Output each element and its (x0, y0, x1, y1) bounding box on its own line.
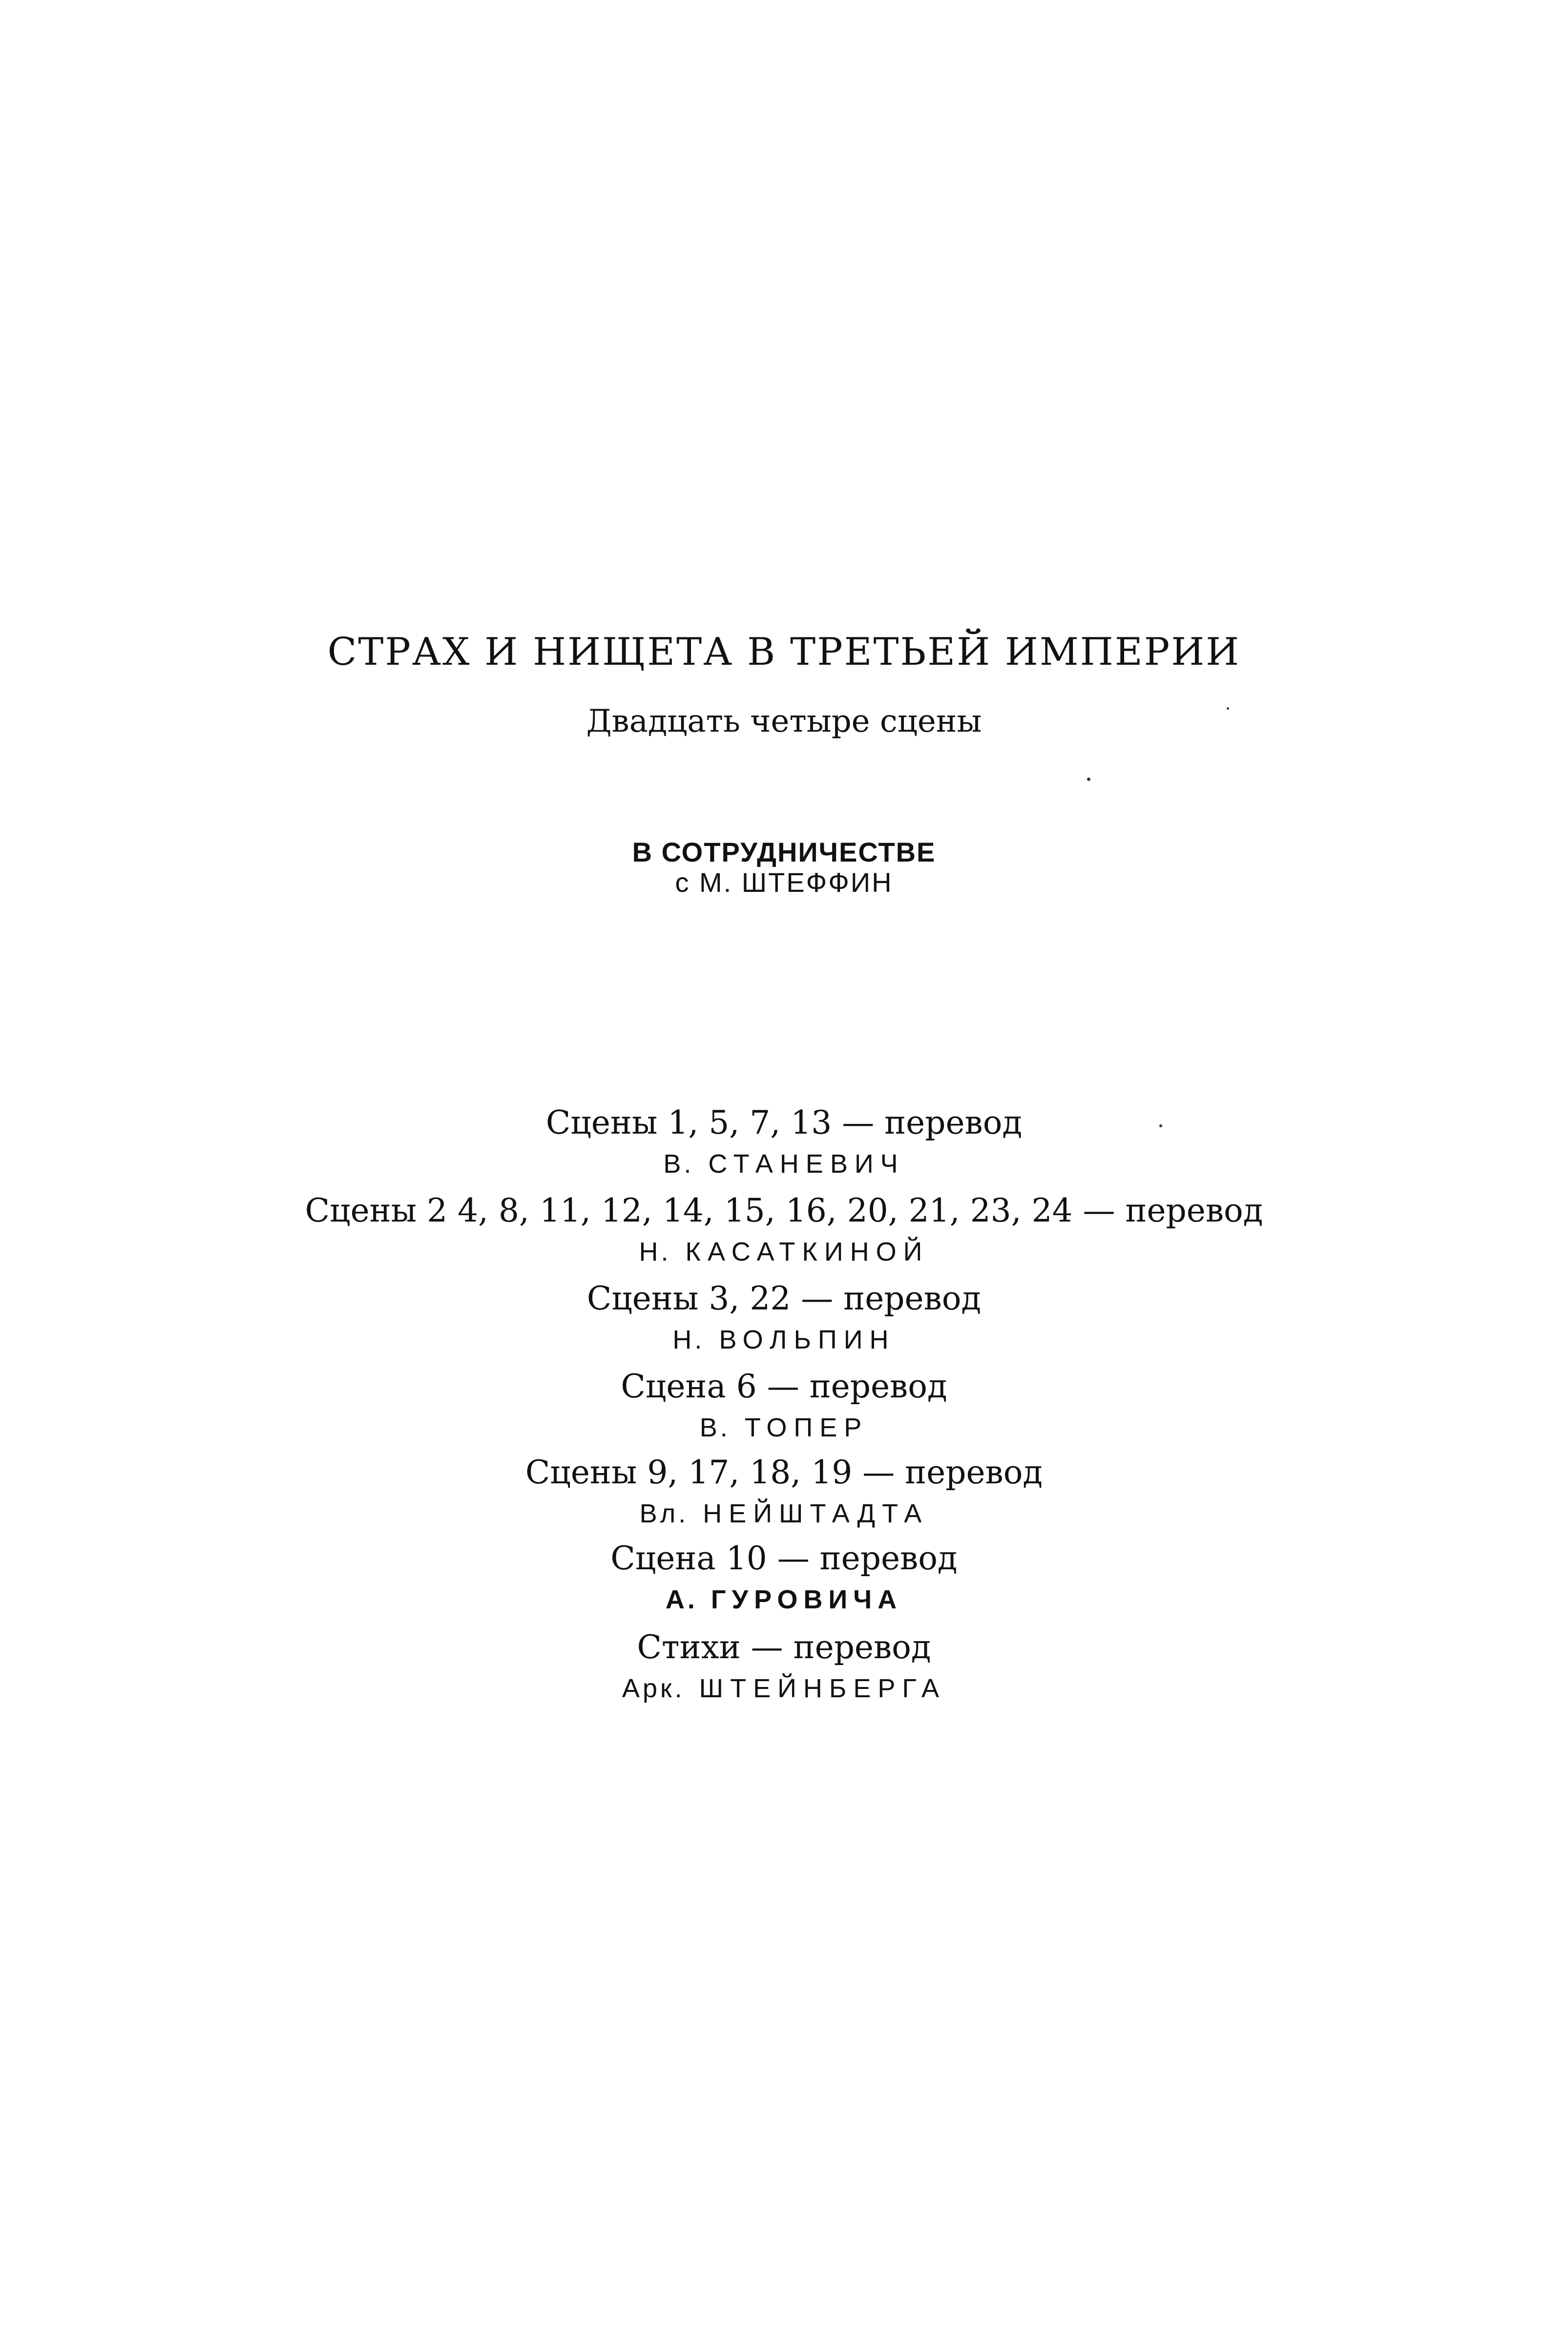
book-subtitle: Двадцать четыре сцены (586, 703, 982, 739)
credit-translator (0, 1237, 1568, 1267)
credit-translator (0, 1498, 1568, 1529)
credit-scenes: Сцены 3, 22 — перевод (586, 1280, 982, 1317)
translator-initial: Вл. (639, 1499, 689, 1528)
credit-scenes: Стихи — перевод (637, 1628, 931, 1666)
translator-initial: Н. (672, 1325, 705, 1354)
translator-surname: ТОПЕР (744, 1413, 869, 1442)
credit-translator (0, 1584, 1568, 1615)
speck-mark (1227, 707, 1229, 710)
book-title: СТРАХ И НИЩЕТА В ТРЕТЬЕЙ ИМПЕРИИ (327, 630, 1241, 674)
credit-translator (0, 1149, 1568, 1179)
translator-surname: КАСАТКИНОЙ (685, 1237, 929, 1266)
credit-scenes: Сцены 9, 17, 18, 19 — перевод (525, 1454, 1043, 1491)
collaboration-heading: В СОТРУДНИЧЕСТВЕ (632, 837, 936, 867)
credit-scenes: Сцена 6 — перевод (621, 1368, 947, 1405)
translator-initial: Арк. (622, 1674, 685, 1703)
collaboration-name: с М. ШТЕФФИН (675, 867, 893, 898)
credit-translator (0, 1413, 1568, 1443)
speck-mark (1087, 778, 1090, 781)
credit-scenes: Сцены 1, 5, 7, 13 — перевод (545, 1104, 1023, 1141)
translator-initial: В. (699, 1413, 731, 1442)
translator-initial: В. (663, 1149, 694, 1179)
translator-surname: ВОЛЬПИН (719, 1325, 896, 1354)
credit-translator (0, 1673, 1568, 1704)
translator-initial: А. (665, 1585, 698, 1614)
credit-scenes: Сцена 10 — перевод (610, 1540, 958, 1577)
translator-surname: НЕЙШТАДТА (703, 1499, 929, 1528)
speck-mark (1159, 1124, 1162, 1127)
translator-initial: Н. (639, 1237, 671, 1266)
credit-translator (0, 1325, 1568, 1355)
translator-surname: СТАНЕВИЧ (708, 1149, 905, 1179)
credit-scenes: Сцены 2 4, 8, 11, 12, 14, 15, 16, 20, 21, 23, 24 — перевод (305, 1192, 1263, 1229)
translator-surname: ШТЕЙНБЕРГА (699, 1674, 946, 1703)
translator-surname: ГУРОВИЧА (711, 1585, 903, 1614)
